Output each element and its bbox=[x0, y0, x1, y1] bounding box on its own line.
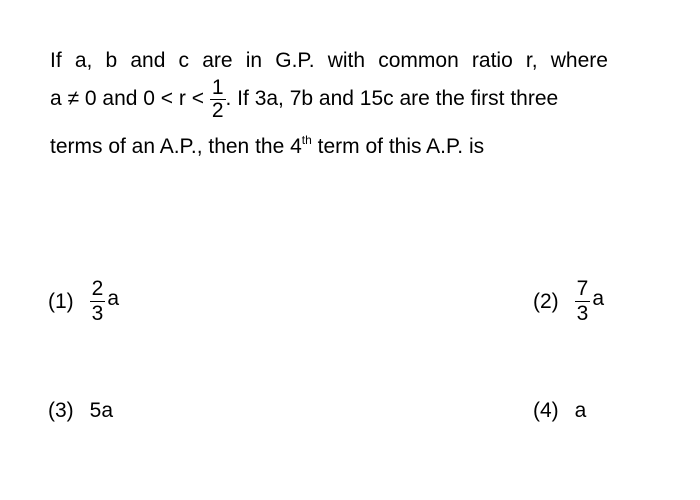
option-label: (2) bbox=[533, 289, 559, 313]
question-line-1 bbox=[50, 48, 608, 74]
option-variable: a bbox=[107, 286, 120, 310]
question-word: If bbox=[50, 49, 62, 72]
question-word: and bbox=[130, 49, 166, 72]
fraction-denominator: 3 bbox=[576, 302, 589, 325]
option-label: (1) bbox=[48, 289, 74, 313]
question-word: b bbox=[105, 49, 118, 72]
question-word: where bbox=[550, 49, 608, 72]
condition-r-range: 0 < r < bbox=[143, 87, 210, 111]
question-word: a, bbox=[74, 49, 93, 72]
connector-and: and bbox=[96, 87, 144, 111]
option-2[interactable] bbox=[533, 278, 604, 325]
fraction-denominator: 3 bbox=[91, 302, 104, 325]
ordinal-superscript: th bbox=[301, 133, 312, 147]
option-value: 5a bbox=[89, 399, 114, 422]
question-word: in bbox=[245, 49, 263, 72]
option-variable: a bbox=[592, 286, 605, 310]
fraction-numerator: 2 bbox=[91, 277, 104, 300]
option-value: a bbox=[574, 399, 587, 422]
question-line-3 bbox=[50, 134, 484, 160]
question-word: are bbox=[202, 49, 233, 72]
fraction-one-half bbox=[210, 78, 226, 121]
fraction-numerator: 7 bbox=[576, 277, 589, 300]
option-3[interactable] bbox=[48, 398, 113, 424]
question-line-3-end: term of this A.P. is bbox=[311, 135, 485, 158]
question-word: G.P. bbox=[275, 49, 315, 72]
question-word: c bbox=[178, 49, 190, 72]
option-4[interactable] bbox=[533, 398, 586, 424]
condition-a-nonzero: a ≠ 0 bbox=[50, 87, 97, 111]
question-word: r, bbox=[525, 49, 538, 72]
option-1[interactable] bbox=[48, 278, 119, 325]
question-line-2-rest: . If 3a, 7b and 15c are the first three bbox=[225, 87, 559, 111]
question-line-2 bbox=[50, 78, 608, 130]
question-line-3-start: terms of an A.P., then the 4 bbox=[50, 135, 302, 158]
question-word: with bbox=[327, 49, 366, 72]
question-word: common bbox=[378, 49, 459, 72]
question-word: ratio bbox=[471, 49, 513, 72]
fraction-denominator: 2 bbox=[211, 99, 224, 122]
option-label: (3) bbox=[48, 399, 74, 422]
option-fraction bbox=[90, 278, 106, 325]
fraction-numerator: 1 bbox=[211, 76, 224, 99]
option-fraction bbox=[575, 278, 591, 325]
option-label: (4) bbox=[533, 399, 559, 422]
